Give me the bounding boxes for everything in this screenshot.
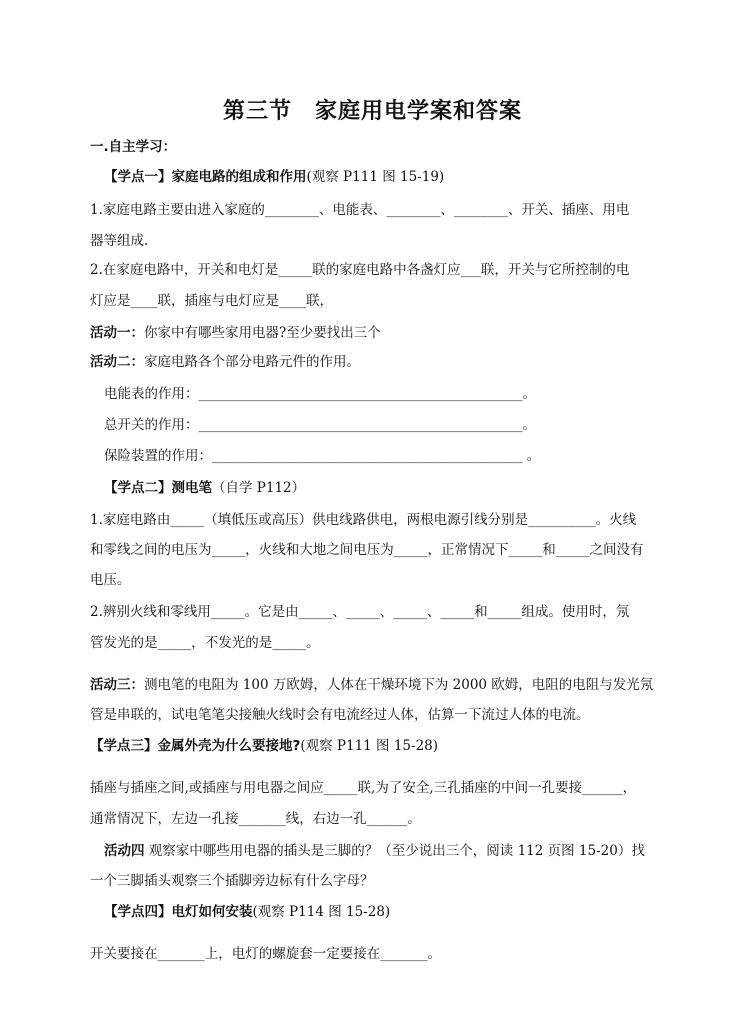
text-line xyxy=(90,871,665,891)
line-text: 测电笔的电阻为 100 万欧姆，人体在干燥环境下为 2000 欧姆，电阻的电阻与发光氖 xyxy=(144,677,654,693)
line-bold: 活动三： xyxy=(90,677,144,693)
text-line xyxy=(104,384,665,404)
line-text: (观察 P111 图 15-28) xyxy=(300,738,439,754)
activity-4 xyxy=(104,841,665,861)
line-text: 家庭电路各个部分电路元件的作用。 xyxy=(144,354,360,370)
text-line xyxy=(90,705,665,725)
line-text: 开关要接在_______上，电灯的螺旋套一定要接在_______。 xyxy=(90,946,441,962)
text-line xyxy=(104,415,665,435)
activity-2 xyxy=(90,352,665,372)
text-line xyxy=(90,944,665,964)
activity-3 xyxy=(90,675,665,695)
line-text: 观察家中哪些用电器的插头是三脚的？（至少说出三个，阅读 112 页图 15-20）找 xyxy=(144,843,645,859)
text-line xyxy=(90,200,665,220)
text-line xyxy=(90,633,665,653)
text-line xyxy=(90,260,665,280)
line-text: 器等组成. xyxy=(90,233,149,249)
line-bold: 一.自主学习： xyxy=(90,139,177,155)
line-text: 1.家庭电路由_____（填低压或高压）供电线路供电，两根电源引线分别是__________。火线 xyxy=(90,512,637,528)
study-point-4-heading xyxy=(104,902,665,922)
text-line xyxy=(90,231,665,251)
text-line xyxy=(90,540,665,560)
line-bold: 【学点一】家庭电路的组成和作用 xyxy=(104,169,307,185)
line-text: 一个三脚插头观察三个插脚旁边标有什么字母？ xyxy=(90,873,374,889)
line-text: 2.在家庭电路中，开关和电灯是_____联的家庭电路中各盏灯应___联，开关与它所控制的电 xyxy=(90,262,630,278)
line-text: （自学 P112） xyxy=(212,480,306,496)
text-line xyxy=(104,446,665,466)
line-bold: 活动一： xyxy=(90,325,144,341)
line-text: 和零线之间的电压为_____，火线和大地之间电压为_____，正常情况下_____和_____之间没有 xyxy=(90,542,644,558)
document-title: 第三节 家庭用电学案和答案 xyxy=(222,99,522,124)
line-bold: 【学点四】电灯如何安装 xyxy=(104,904,253,920)
study-point-1-heading xyxy=(104,167,665,187)
line-text: 你家中有哪些家用电器?至少要找出三个 xyxy=(144,325,381,341)
line-text: 总开关的作用：________________________________________________。 xyxy=(104,417,536,433)
activity-1 xyxy=(90,323,665,343)
line-text: 1.家庭电路主要由进入家庭的________、电能表、________、________、开关、插座、用电 xyxy=(90,202,630,218)
line-text: 通常情况下，左边一孔接_______线，右边一孔______。 xyxy=(90,811,421,827)
text-line xyxy=(90,510,665,530)
line-text: 插座与插座之间,或插座与用电器之间应_____联,为了安全,三孔插座的中间一孔要接______， xyxy=(90,780,637,796)
section-heading xyxy=(90,137,665,157)
line-bold: 【学点三】金属外壳为什么要接地? xyxy=(90,738,301,754)
text-line xyxy=(90,602,665,622)
line-bold: 活动二： xyxy=(90,354,144,370)
line-bold: 【学点二】测电笔 xyxy=(104,480,212,496)
line-text: 保险装置的作用：______________________________________________ 。 xyxy=(104,448,541,464)
line-text: (观察 P111 图 15-19) xyxy=(306,169,445,185)
line-text: 灯应是____联，插座与电灯应是____联， xyxy=(90,293,333,309)
text-line xyxy=(90,809,665,829)
text-line xyxy=(90,291,665,311)
study-point-3-heading xyxy=(90,736,665,756)
study-point-2-heading xyxy=(104,478,665,498)
line-text: 管发光的是_____，不发光的是_____。 xyxy=(90,635,320,651)
line-text: 电能表的作用：________________________________________________。 xyxy=(104,386,536,402)
line-text: 电压。 xyxy=(90,572,131,588)
text-line xyxy=(90,778,665,798)
line-text: (观察 P114 图 15-28) xyxy=(252,904,391,920)
text-line xyxy=(90,570,665,590)
line-bold: 活动四 xyxy=(104,843,145,859)
line-text: 2.辨别火线和零线用_____。它是由_____、_____、_____、_____和_____组成。使用时，氖 xyxy=(90,604,630,620)
line-text: 管是串联的，试电笔笔尖接触火线时会有电流经过人体，估算一下流过人体的电流。 xyxy=(90,707,590,723)
